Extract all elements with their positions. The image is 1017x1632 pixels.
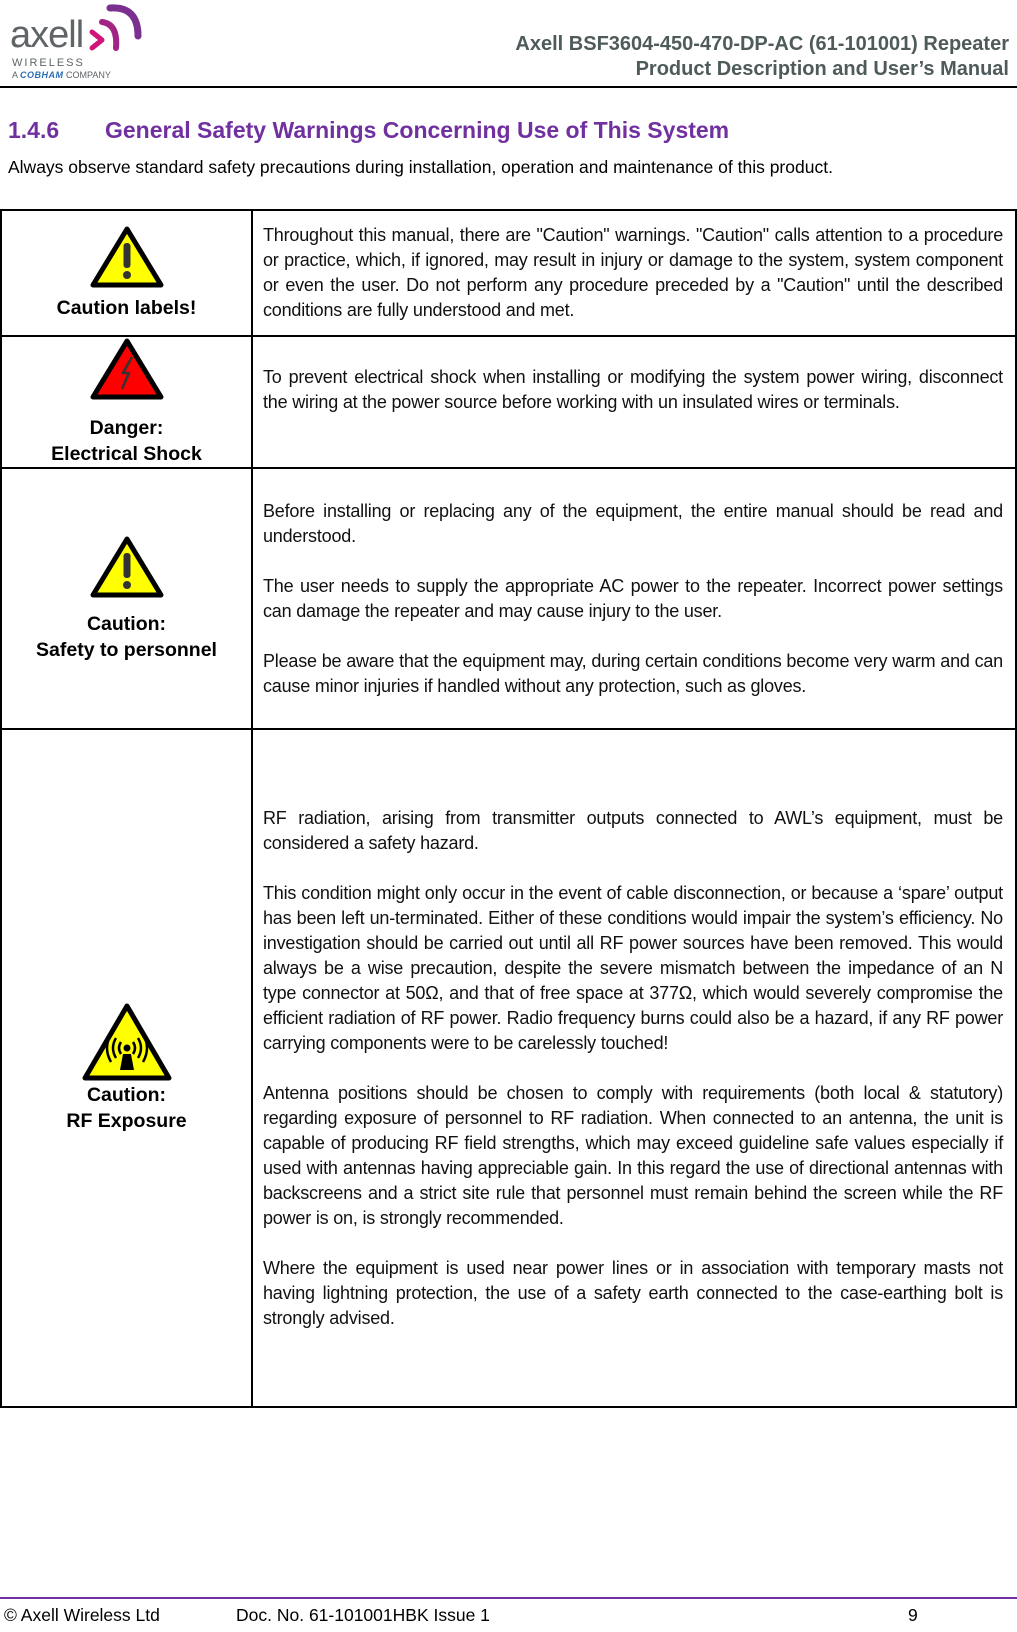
caution-triangle-icon bbox=[89, 225, 165, 289]
warning-text-cell bbox=[252, 729, 1016, 1407]
header-divider bbox=[0, 86, 1017, 88]
warning-label: Caution labels! bbox=[56, 297, 197, 319]
warning-label-cell bbox=[1, 210, 252, 336]
table-row bbox=[1, 468, 1016, 729]
warning-label-line2: Electrical Shock bbox=[51, 443, 202, 465]
section-heading bbox=[8, 117, 729, 144]
document-title-line1: Axell BSF3604-450-470-DP-AC (61-101001) Repeater bbox=[515, 33, 1009, 55]
warning-paragraph: Before installing or replacing any of the equipment, the entire manual should be read and understood. bbox=[263, 500, 1003, 546]
logo-wordmark: axell bbox=[10, 14, 84, 56]
warning-paragraph: Antenna positions should be chosen to comply with requirements (both local & statutory) regarding exposure of personnel to RF radiation. When connected to an antenna, the unit is capable of producing RF field strengths, which may exceed guideline safe values especially if used with antennas having appreciable gain. In this regard the use of directional antennas with backscreens and a strict site rule that personnel must remain behind the screen while the RF power is on, is strongly recommended. bbox=[263, 1082, 1003, 1228]
warning-label-line1: Danger: bbox=[89, 417, 164, 439]
logo-cobham: COBHAM bbox=[20, 70, 64, 80]
warning-paragraph: Please be aware that the equipment may, during certain conditions become very warm and can cause minor injuries if handled without any protection, such as gloves. bbox=[263, 650, 1003, 696]
footer-copyright: © Axell Wireless Ltd bbox=[4, 1605, 160, 1625]
warning-text-cell bbox=[252, 468, 1016, 729]
warning-label-line2: RF Exposure bbox=[66, 1110, 187, 1132]
warning-label-line1: Caution: bbox=[86, 1084, 167, 1106]
electrical-shock-icon bbox=[89, 337, 165, 401]
table-row bbox=[1, 336, 1016, 468]
warning-text-cell bbox=[252, 336, 1016, 468]
section-number: 1.4.6 bbox=[8, 117, 60, 143]
warning-paragraph: To prevent electrical shock when installing or modifying the system power wiring, disconnect the wiring at the power source before working with un insulated wires or terminals. bbox=[263, 367, 1003, 412]
caution-triangle-icon bbox=[89, 535, 165, 599]
section-intro: Always observe standard safety precautions during installation, operation and maintenance of this product. bbox=[8, 157, 833, 177]
logo-company-suffix: COMPANY bbox=[66, 70, 111, 80]
warning-paragraph: The user needs to supply the appropriate AC power to the repeater. Incorrect power settings can damage the repeater and may cause injury to the user. bbox=[263, 575, 1003, 621]
footer-page-number: 9 bbox=[908, 1605, 918, 1625]
axell-wireless-logo bbox=[8, 2, 158, 82]
section-title: General Safety Warnings Concerning Use of This System bbox=[105, 117, 730, 143]
logo-chevrons-icon bbox=[88, 2, 148, 52]
document-title-line2: Product Description and User’s Manual bbox=[635, 58, 1009, 80]
warning-label-cell bbox=[1, 468, 252, 729]
warning-paragraph: This condition might only occur in the event of cable disconnection, or because a ‘spare’ output has been left un-terminated. Either of these conditions would impair the system’s efficiency. No investigation should be carried out until all RF power sources have been removed. This would always be a wise precaution, despite the severe mismatch between the impedance of an N type connector at 50Ω, and that of free space at 377Ω, which would severely compromise the efficient radiation of RF power. Radio frequency burns could also be a hazard, if any RF power carrying components were to be carelessly touched! bbox=[263, 882, 1003, 1053]
warning-paragraph: Throughout this manual, there are "Caution" warnings. "Caution" calls attention to a procedure or practice, which, if ignored, may result in injury or damage to the system, system component or even the user. Do not perform any procedure preceded by a "Caution" until the described conditions are fully understood and met. bbox=[263, 225, 1003, 320]
warning-label-cell bbox=[1, 729, 252, 1407]
footer-doc-number: Doc. No. 61-101001HBK Issue 1 bbox=[236, 1605, 490, 1625]
warning-label-line2: Safety to personnel bbox=[36, 638, 217, 661]
logo-company-prefix: A bbox=[12, 70, 18, 80]
warning-label-line1: Caution: bbox=[86, 612, 167, 635]
warning-text-cell bbox=[252, 210, 1016, 336]
document-title bbox=[515, 32, 1009, 82]
rf-exposure-icon bbox=[81, 1002, 173, 1082]
warning-paragraph: RF radiation, arising from transmitter outputs connected to AWL’s equipment, must be considered a safety hazard. bbox=[263, 807, 1003, 853]
safety-warnings-table bbox=[0, 209, 1017, 1408]
logo-company-line bbox=[12, 71, 111, 80]
warning-paragraph: Where the equipment is used near power lines or in association with temporary masts not having lightning protection, the use of a safety earth connected to the case-earthing bolt is strongly advised. bbox=[263, 1257, 1003, 1328]
table-row bbox=[1, 210, 1016, 336]
footer-divider bbox=[0, 1597, 1017, 1599]
logo-subline: WIRELESS bbox=[12, 57, 85, 69]
table-row bbox=[1, 729, 1016, 1407]
page-header bbox=[0, 0, 1017, 88]
warning-label-cell bbox=[1, 336, 252, 468]
